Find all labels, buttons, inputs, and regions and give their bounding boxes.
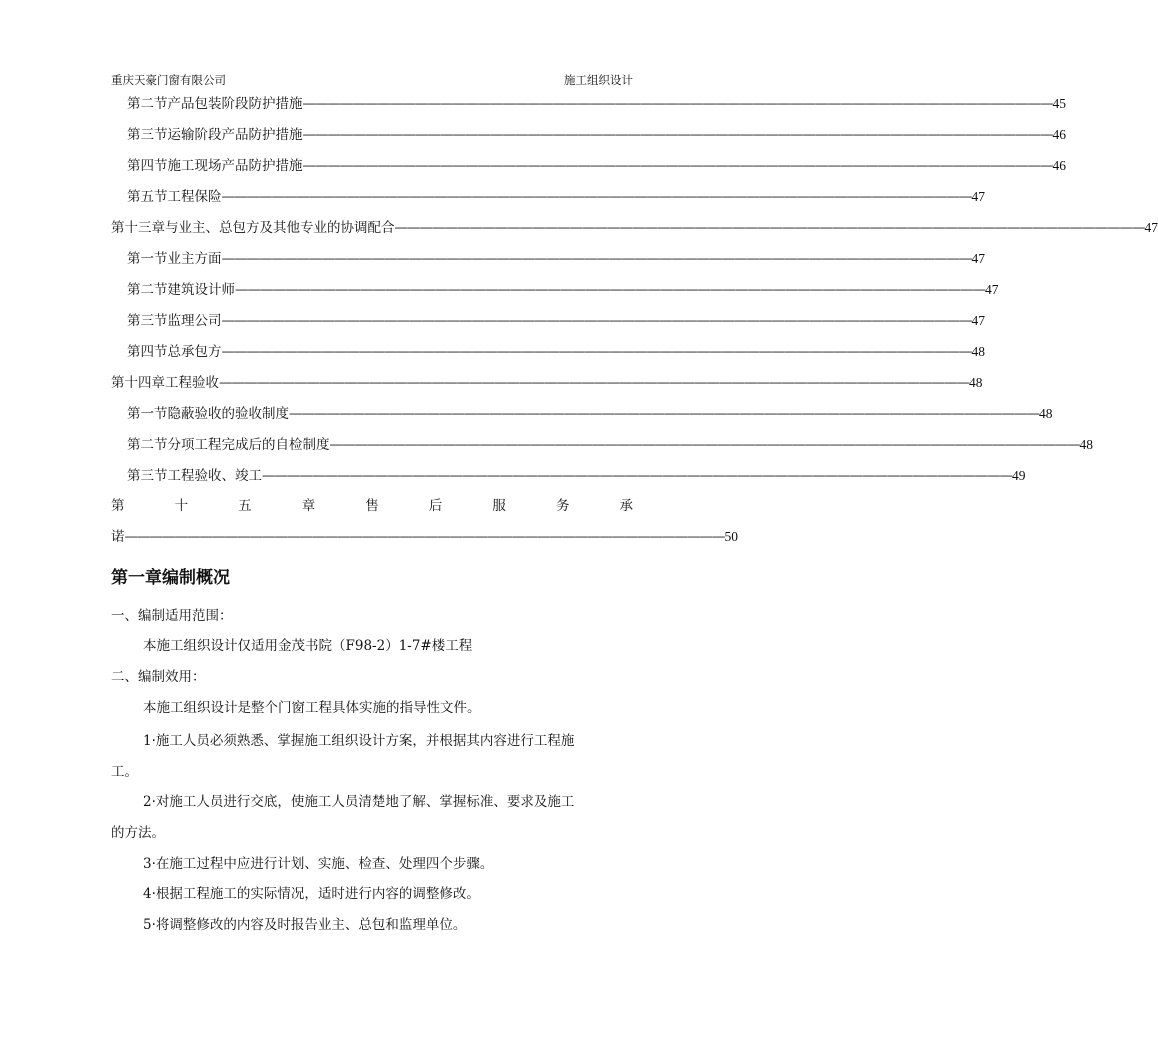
toc-entry-chapter-15-continued[interactable] [111,527,738,547]
toc-leader: ———————————————————————————————————————————————————————————— [394,220,1145,236]
toc-title-char: 务 [555,498,570,514]
toc-title: 第十三章与业主、总包方及其他专业的协调配合 [111,220,395,236]
toc-page: 47 [971,189,985,204]
toc-leader: ———————————————————————————————————————————————————————————— [221,189,972,205]
toc-title: 第一节隐蔽验收的验收制度 [127,406,289,422]
toc-title: 诺 [111,529,125,545]
list-item: 4·根据工程施工的实际情况，适时进行内容的调整修改。 [143,886,480,902]
toc-entry[interactable] [127,94,1066,114]
list-item-continued: 工。 [111,764,138,780]
list-item: 1·施工人员必须熟悉、掌握施工组织设计方案，并根据其内容进行工程施 [143,733,575,749]
section-heading: 一、编制适用范围： [111,608,233,624]
toc-leader: ———————————————————————————————————————————————————————————— [262,468,1012,484]
toc-leader: ———————————————————————————————————————————————————————————— [302,158,1053,174]
toc-leader: ———————————————————————————————————————————————————————————— [302,96,1053,112]
toc-leader: ———————————————————————————————————————————————————————————— [302,127,1053,143]
toc-title: 第一节业主方面 [127,251,222,267]
toc-title: 第二节分项工程完成后的自检制度 [127,437,330,453]
toc-page: 48 [1039,406,1053,421]
toc-entry[interactable] [127,156,1066,176]
toc-entry[interactable] [127,187,985,207]
toc-title-char: 五 [238,498,252,514]
paragraph: 本施工组织设计是整个门窗工程具体实施的指导性文件。 [143,700,481,716]
toc-leader: ———————————————————————————————————————————————— [124,529,725,545]
toc-page: 46 [1052,127,1066,142]
header-doc-title: 施工组织设计 [564,73,633,87]
toc-page: 47 [985,282,999,297]
toc-page: 48 [1079,437,1093,452]
toc-entry[interactable] [127,249,985,269]
toc-title-char: 承 [619,498,633,514]
toc-title: 第二节产品包装阶段防护措施 [127,96,303,112]
paragraph: 本施工组织设计仅适用金茂书院（F98-2）1-7#楼工程 [143,638,473,654]
toc-title: 第三节工程验收、竣工 [127,468,262,484]
toc-title: 第四节总承包方 [127,344,222,360]
header-company: 重庆天豪门窗有限公司 [111,73,226,87]
toc-title-char: 十 [174,498,189,514]
toc-leader: ———————————————————————————————————————————————————————————— [219,375,969,391]
toc-page: 48 [971,344,985,359]
toc-leader: ———————————————————————————————————————————————————————————— [221,344,972,360]
toc-page: 47 [971,313,985,328]
toc-title: 第三节运输阶段产品防护措施 [127,127,303,143]
toc-title-char: 售 [365,498,379,514]
toc-page: 45 [1052,96,1066,111]
toc-title: 第三节监理公司 [127,313,222,329]
list-item: 5·将调整修改的内容及时报告业主、总包和监理单位。 [143,917,467,933]
toc-title: 第十四章工程验收 [111,375,219,391]
toc-entry[interactable] [127,404,1053,424]
toc-entry[interactable] [127,125,1066,145]
toc-title: 第五节工程保险 [127,189,222,205]
section-heading: 二、编制效用： [111,669,206,685]
toc-leader: ———————————————————————————————————————————————————————————— [221,313,972,329]
toc-title: 第二节建筑设计师 [127,282,235,298]
list-item: 3·在施工过程中应进行计划、实施、检查、处理四个步骤。 [143,856,494,872]
toc-title-char: 章 [301,498,316,514]
toc-entry[interactable] [111,218,1158,238]
toc-leader: ———————————————————————————————————————————————————————————— [221,251,972,267]
toc-entry-chapter-15[interactable] [111,496,633,516]
toc-page: 46 [1052,158,1066,173]
toc-page: 50 [724,529,738,544]
toc-leader: ———————————————————————————————————————————————————————————— [329,437,1080,453]
toc-entry[interactable] [127,311,985,331]
toc-entry[interactable] [111,373,983,393]
toc-title-char: 第 [111,498,125,514]
toc-entry[interactable] [127,280,999,300]
list-item: 2·对施工人员进行交底，使施工人员清楚地了解、掌握标准、要求及施工 [143,794,575,810]
chapter-heading: 第一章编制概况 [111,568,230,588]
toc-page: 48 [969,375,983,390]
toc-entry[interactable] [127,342,985,362]
toc-leader: ———————————————————————————————————————————————————————————— [235,282,985,298]
toc-title-char: 服 [492,498,506,514]
toc-title: 第四节施工现场产品防护措施 [127,158,303,174]
toc-entry[interactable] [127,435,1093,455]
toc-page: 47 [1144,220,1158,235]
toc-entry[interactable] [127,466,1026,486]
toc-leader: ———————————————————————————————————————————————————————————— [289,406,1039,422]
list-item-continued: 的方法。 [111,825,165,841]
toc-page: 49 [1012,468,1026,483]
toc-page: 47 [971,251,985,266]
toc-title-char: 后 [428,498,443,514]
